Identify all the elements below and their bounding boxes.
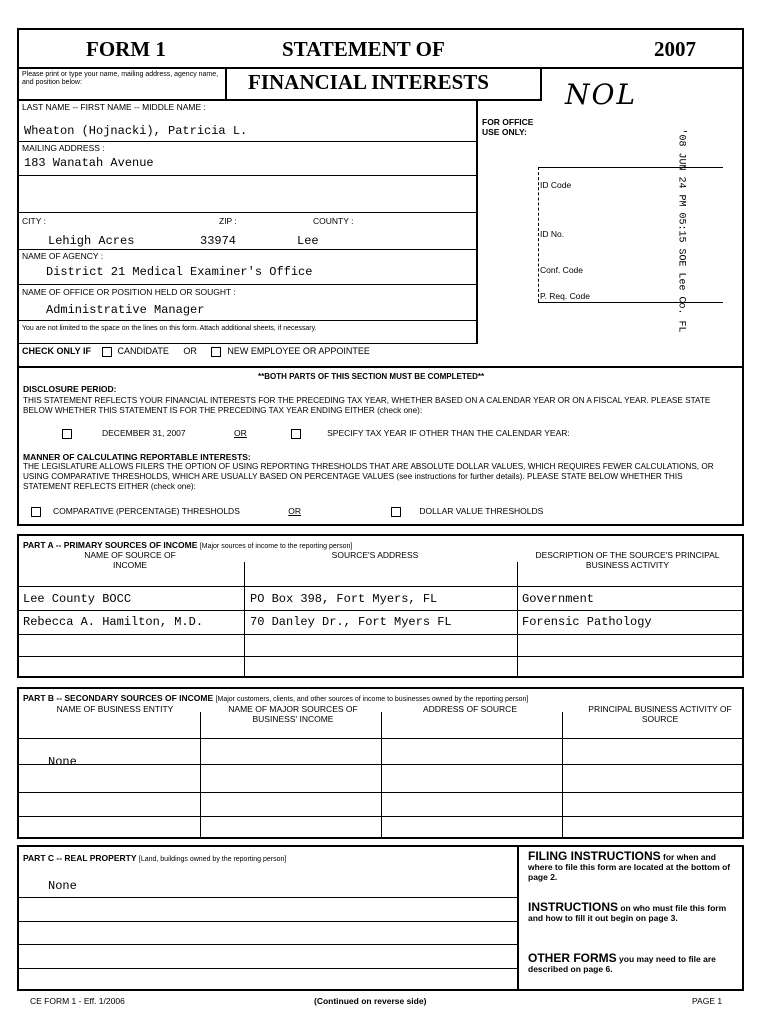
other-text: you may need to file are described on page 6. — [528, 954, 716, 974]
name-top-rule — [17, 99, 542, 101]
part-a-col1-header: NAME OF SOURCE OF INCOME — [84, 550, 176, 570]
form-number: FORM 1 — [86, 37, 166, 61]
both-parts-note: **BOTH PARTS OF THIS SECTION MUST BE COMPLETED** — [258, 372, 485, 381]
part-c-entry[interactable]: None — [48, 879, 77, 893]
other-bold: OTHER FORMS — [528, 951, 617, 965]
new-employee-checkbox[interactable] — [211, 347, 221, 357]
filing-text: for when and where to file this form are located at the bottom of page 2. — [528, 852, 731, 882]
rule — [17, 968, 517, 969]
part-b-col2-header: NAME OF MAJOR SOURCES OF BUSINESS' INCOME — [228, 704, 358, 724]
check-row — [22, 346, 370, 357]
county-field[interactable]: Lee — [297, 234, 319, 248]
part-b-entry[interactable]: None — [48, 755, 77, 769]
office-field[interactable]: Administrative Manager — [46, 303, 205, 317]
part-c-heading: PART C -- REAL PROPERTY — [23, 853, 137, 863]
received-stamp: '08 JUN 24 PM 05:15 SOE Lee Co. FL — [675, 128, 687, 333]
check-top-rule — [17, 343, 478, 344]
other-forms — [528, 953, 736, 974]
id-no-label: ID No. — [540, 229, 565, 239]
city-label: CITY : — [22, 216, 46, 226]
form-id: CE FORM 1 - Eff. 1/2006 — [30, 996, 125, 1006]
period-text: THIS STATEMENT REFLECTS YOUR FINANCIAL INTERESTS FOR THE PRECEDING TAX YEAR, WHETHER BASED ON A CALENDAR YEAR OR ON A FISCAL YEAR. PLEASE STATE BELOW WHETHER THIS STATEMENT IS FOR THE PRECEDING TAX YEAR ENDING EITHER (check one): — [23, 396, 711, 415]
disclosure-box — [17, 366, 744, 526]
part-a-row2-address[interactable]: 70 Danley Dr., Fort Myers FL — [250, 615, 452, 629]
continued-note: (Continued on reverse side) — [314, 996, 427, 1006]
rule — [17, 320, 477, 321]
form-title-line2: FINANCIAL INTERESTS — [248, 70, 489, 94]
page-number: PAGE 1 — [692, 996, 723, 1006]
rule — [17, 586, 744, 587]
rule — [200, 712, 201, 839]
rule — [538, 167, 539, 302]
part-c-subheading: [Land, buildings owned by the reporting person] — [138, 856, 287, 863]
county-label: COUNTY : — [313, 216, 354, 226]
dec31-label: DECEMBER 31, 2007 — [102, 428, 186, 438]
dollar-checkbox[interactable] — [391, 507, 401, 517]
manner-text: THE LEGISLATURE ALLOWS FILERS THE OPTION OF USING REPORTING THRESHOLDS THAT ARE ABSOLUTE DOLLAR VALUES, WHICH REQUIRES FEWER CALCULATIONS, OR USING COMPARATIVE THRESHOLDS, WHICH ARE USUALLY BASED ON PERCENTAGE VALUES (see instructions for further details). PLEASE STATE BELOW WHETHER THIS STATEMENT REFLECTS EITHER (check one): — [23, 462, 714, 491]
manner-options — [31, 506, 543, 517]
part-a-row1-activity[interactable]: Government — [522, 592, 595, 606]
who-must-file — [528, 902, 736, 923]
part-a-subheading: [Major sources of income to the reporting person] — [199, 543, 353, 550]
part-a-row2-name[interactable]: Rebecca A. Hamilton, M.D. — [23, 615, 204, 629]
part-b-heading: PART B -- SECONDARY SOURCES OF INCOME — [23, 693, 214, 703]
form-year: 2007 — [654, 37, 696, 61]
instr-bold: INSTRUCTIONS — [528, 900, 618, 914]
rule — [17, 284, 477, 285]
office-use-line1: FOR OFFICE — [482, 117, 534, 127]
or-label: OR — [183, 346, 197, 356]
december-31-checkbox[interactable] — [62, 429, 72, 439]
agency-label: NAME OF AGENCY : — [22, 251, 104, 261]
rule — [244, 562, 245, 678]
part-a-col3-header: DESCRIPTION OF THE SOURCE'S PRINCIPAL BUSINESS ACTIVITY — [535, 550, 720, 570]
name-label: LAST NAME -- FIRST NAME -- MIDDLE NAME : — [22, 102, 206, 112]
city-field[interactable]: Lehigh Acres — [48, 234, 135, 248]
rule — [17, 212, 477, 213]
candidate-checkbox[interactable] — [102, 347, 112, 357]
p-req-code-label: P. Req. Code — [540, 291, 590, 301]
part-b-col1-header: NAME OF BUSINESS ENTITY — [56, 704, 174, 714]
part-a-col2-header: SOURCE'S ADDRESS — [331, 550, 419, 560]
rule — [17, 656, 744, 657]
new-employee-label: NEW EMPLOYEE OR APPOINTEE — [227, 346, 370, 356]
check-only-if-label: CHECK ONLY IF — [22, 346, 92, 356]
part-b-col3-header: ADDRESS OF SOURCE — [423, 704, 517, 714]
rule — [17, 249, 477, 250]
form-title-line1: STATEMENT OF — [282, 37, 445, 61]
office-label: NAME OF OFFICE OR POSITION HELD OR SOUGHT : — [22, 287, 236, 297]
part-a-heading: PART A -- PRIMARY SOURCES OF INCOME — [23, 540, 198, 550]
rule — [17, 175, 477, 176]
period-or-label: OR — [234, 428, 247, 438]
address-field[interactable]: 183 Wanatah Avenue — [24, 156, 154, 170]
filing-instructions — [528, 851, 736, 882]
period-heading: DISCLOSURE PERIOD: — [23, 384, 117, 394]
specify-year-checkbox[interactable] — [291, 429, 301, 439]
manner-or-label: OR — [288, 506, 301, 516]
rule — [17, 634, 744, 635]
period-options — [62, 428, 570, 439]
handwritten-mark: NOL — [565, 78, 638, 111]
id-code-label: ID Code — [540, 180, 572, 190]
rule — [17, 897, 517, 898]
part-b-col4-header: PRINCIPAL BUSINESS ACTIVITY OF SOURCE — [588, 704, 732, 724]
agency-field[interactable]: District 21 Medical Examiner's Office — [46, 265, 313, 279]
manner-heading: MANNER OF CALCULATING REPORTABLE INTERESTS: — [23, 452, 251, 462]
part-b-subheading: [Major customers, clients, and other sources of income to businesses owned by the reporting person] — [215, 696, 529, 703]
office-use-line2: USE ONLY: — [482, 127, 527, 137]
print-note: Please print or type your name, mailing address, agency name, and position below: — [22, 71, 219, 86]
rule — [17, 921, 517, 922]
specify-label: SPECIFY TAX YEAR IF OTHER THAN THE CALENDAR YEAR: — [327, 428, 570, 438]
comparative-label: COMPARATIVE (PERCENTAGE) THRESHOLDS — [53, 506, 240, 516]
part-a-row1-address[interactable]: PO Box 398, Fort Myers, FL — [250, 592, 438, 606]
zip-field[interactable]: 33974 — [200, 234, 237, 248]
zip-label: ZIP : — [219, 216, 237, 226]
rule — [17, 944, 517, 945]
rule — [17, 141, 477, 142]
rule — [517, 562, 518, 678]
space-note: You are not limited to the space on the lines on this form. Attach additional sheets, if necessary. — [22, 325, 317, 332]
rule — [517, 845, 519, 991]
part-a-row1-name[interactable]: Lee County BOCC — [23, 592, 132, 606]
name-field[interactable]: Wheaton (Hojnacki), Patricia L. — [24, 124, 248, 138]
rule — [538, 302, 723, 303]
address-label: MAILING ADDRESS : — [22, 143, 105, 153]
instr-text: on who must file this form and how to fill it out begin on page 3. — [528, 903, 727, 923]
part-b-heading-row — [23, 693, 528, 704]
part-a-row2-activity[interactable]: Forensic Pathology — [522, 615, 652, 629]
office-divider — [476, 99, 478, 343]
rule — [538, 167, 723, 168]
office-use-label — [482, 117, 533, 137]
conf-code-label: Conf. Code — [540, 265, 583, 275]
comparative-checkbox[interactable] — [31, 507, 41, 517]
rule — [562, 712, 563, 839]
rule — [381, 712, 382, 839]
part-c-heading-row — [23, 853, 286, 864]
dollar-label: DOLLAR VALUE THRESHOLDS — [419, 506, 544, 516]
filing-bold: FILING INSTRUCTIONS — [528, 849, 661, 863]
rule — [17, 610, 744, 611]
candidate-label: CANDIDATE — [117, 346, 169, 356]
